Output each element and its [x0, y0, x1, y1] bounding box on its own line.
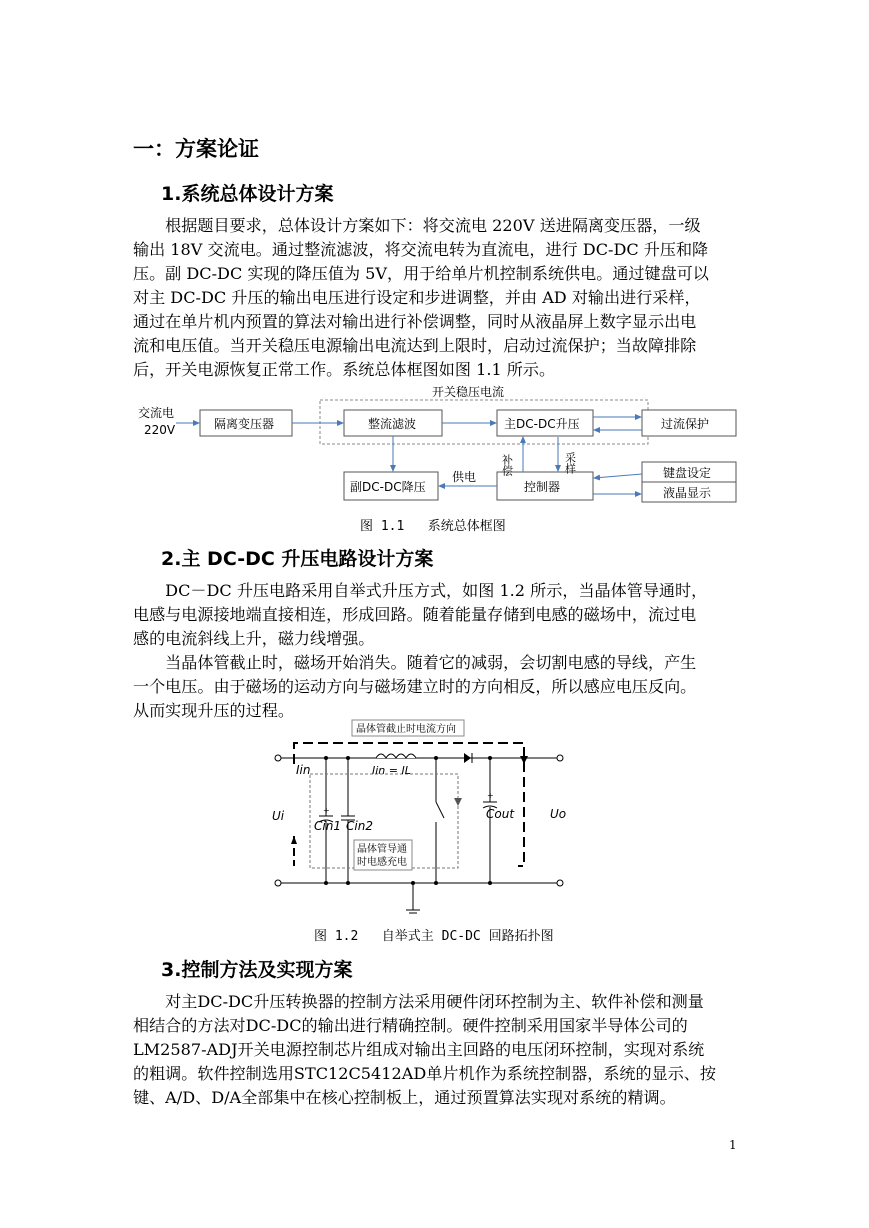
text-line: 相结合的方法对DC-DC的输出进行精确控制。硬件控制采用国家半导体公司的	[133, 1016, 688, 1035]
input-voltage-label: 220V	[144, 423, 176, 437]
text-line: 后，开关电源恢复正常工作。系统总体框图如图 1.1 所示。	[133, 360, 556, 379]
text-line: 从而实现升压的过程。	[133, 701, 294, 720]
page-number: 1	[729, 1138, 737, 1152]
text-line: DC－DC 升压电路采用自举式升压方式，如图 1.2 所示，当晶体管导通时，	[133, 581, 708, 600]
text-line: 对主 DC-DC 升压的输出电压进行设定和步进调整，并由 AD 对输出进行采样，	[133, 288, 701, 307]
lcd-label: 液晶显示	[663, 486, 712, 500]
text-line: 通过在单片机内预置的算法对输出进行补偿调整，同时从液晶屏上数字显示出电	[133, 312, 697, 331]
system-block-diagram	[130, 382, 750, 532]
diode-symbol	[464, 753, 471, 763]
figure-1-1-caption: 图 1.1 系统总体框图	[360, 519, 506, 534]
heading-control-method: 3.控制方法及实现方案	[161, 959, 353, 981]
cin2-label: Cin2	[346, 819, 373, 833]
compensation-label: 补偿	[500, 454, 514, 476]
off-state-label: 晶体管截止时电流方向	[356, 724, 456, 735]
text-line: 当晶体管截止时，磁场开始消失。随着它的减弱，会切割电感的导线，产生	[133, 653, 697, 672]
on-state-label-1: 晶体管导通	[357, 844, 407, 855]
paragraph-system-design	[133, 214, 739, 382]
paragraph-boost-design	[133, 579, 739, 723]
text-line: LM2587-ADJ开关电源控制芯片组成对输出主回路的电压闭环控制，实现对系统	[133, 1040, 705, 1059]
text-line: 压。副 DC-DC 实现的降压值为 5V，用于给单片机控制系统供电。通过键盘可以	[133, 264, 709, 283]
paragraph-control-method	[133, 990, 739, 1110]
section-title: 一：方案论证	[133, 137, 259, 161]
text-line: 的粗调。软件控制选用STC12C5412AD单片机作为系统控制器，系统的显示、按	[133, 1064, 716, 1083]
figure-1-2-caption: 图 1.2 自举式主 DC-DC 回路拓扑图	[314, 929, 554, 944]
text-line: 感的电流斜线上升，磁力线增强。	[133, 629, 375, 648]
cin1-label: Cin1	[314, 819, 341, 833]
text-line: 对主DC-DC升压转换器的控制方法采用硬件闭环控制为主、软件补偿和测量	[133, 992, 704, 1011]
iin-label: Iin	[296, 763, 311, 777]
iin-equals-il-label: Iin = IL	[372, 764, 411, 777]
main-boost-label: 主DC-DC升压	[504, 417, 580, 431]
svg-text:+: +	[487, 791, 494, 800]
controller-label: 控制器	[524, 480, 561, 494]
input-label: 交流电	[138, 406, 175, 420]
on-state-label-2: 时电感充电	[357, 857, 407, 868]
inductor-symbol	[376, 754, 416, 758]
ui-label: Ui	[272, 809, 285, 823]
text-line: 一个电压。由于磁场的运动方向与磁场建立时的方向相反，所以感应电压反向。	[133, 677, 697, 696]
svg-text:+: +	[323, 806, 330, 815]
overcurrent-label: 过流保护	[661, 417, 710, 431]
heading-boost-design: 2.主 DC-DC 升压电路设计方案	[161, 548, 434, 570]
cout-label: Cout	[486, 807, 515, 821]
rectifier-label: 整流滤波	[368, 417, 417, 431]
boost-circuit-diagram	[268, 718, 578, 918]
text-line: 根据题目要求，总体设计方案如下：将交流电 220V 送进隔离变压器，一级	[133, 216, 701, 235]
text-line: 电感与电源接地端直接相连，形成回路。随着能量存储到电感的磁场中，流过电	[133, 605, 697, 624]
supply-label: 供电	[452, 470, 477, 484]
group-label: 开关稳压电流	[432, 385, 505, 399]
text-line: 流和电压值。当开关稳压电源输出电流达到上限时，启动过流保护；当故障排除	[133, 336, 697, 355]
sampling-label: 采样	[563, 452, 577, 474]
text-line: 键、A/D、D/A全部集中在核心控制板上，通过预置算法实现对系统的精调。	[133, 1088, 676, 1107]
text-line: 输出 18V 交流电。通过整流滤波，将交流电转为直流电，进行 DC-DC 升压和降	[133, 240, 709, 259]
heading-system-design: 1.系统总体设计方案	[161, 183, 334, 205]
transformer-label: 隔离变压器	[214, 417, 275, 431]
keyboard-label: 键盘设定	[663, 466, 712, 480]
uo-label: Uo	[550, 807, 567, 821]
buck-label: 副DC-DC降压	[350, 480, 426, 494]
